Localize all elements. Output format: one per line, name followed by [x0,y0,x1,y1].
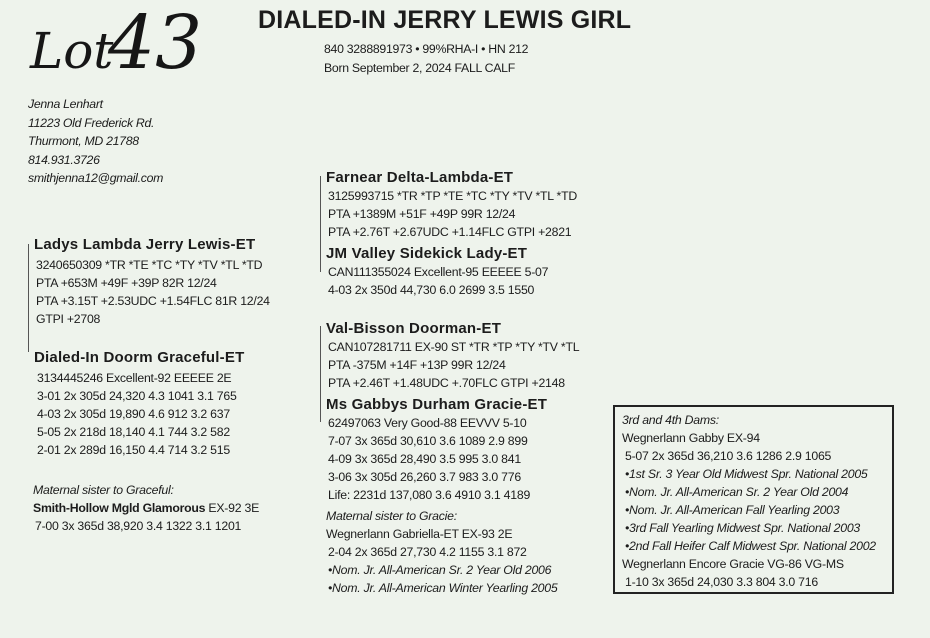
owner-address-2: Thurmont, MD 21788 [28,134,139,148]
third-dam-name: Wegnerlann Gabby EX-94 [622,431,760,445]
dam-record: 4-03 2x 305d 19,890 4.6 912 3.2 637 [37,407,230,421]
maternal-sister-class: EX-92 3E [205,501,260,515]
dam-sire-line: PTA +2.46T +1.48UDC +.70FLC GTPI +2148 [328,376,565,390]
pedigree-bracket-sire [320,176,321,272]
box-heading: 3rd and 4th Dams: [622,413,719,427]
sire-dam-line: CAN111355024 Excellent-95 EEEEE 5-07 [328,265,549,279]
third-fourth-dams-box [613,405,894,594]
owner-name: Jenna Lenhart [28,97,103,111]
sire-sire-line: 3125993715 *TR *TP *TE *TC *TY *TV *TL *TD [328,189,577,203]
dam-line: 3134445246 Excellent-92 EEEEE 2E [37,371,232,385]
dam-dam-lifetime: Life: 2231d 137,080 3.6 4910 3.1 4189 [328,488,531,502]
dam-dam-record: 4-09 3x 365d 28,490 3.5 995 3.0 841 [328,452,521,466]
maternal-sister-record: 7-00 3x 365d 38,920 3.4 1322 3.1 1201 [35,519,242,533]
third-dam-record: 5-07 2x 365d 36,210 3.6 1286 2.9 1065 [625,449,832,463]
honor-item: •2nd Fall Heifer Calf Midwest Spr. National 2002 [625,539,876,553]
maternal-heading: Maternal sister to Gracie: [326,509,457,523]
honor-item: •Nom. Jr. All-American Sr. 2 Year Old 2004 [625,485,849,499]
sire-line: PTA +3.15T +2.53UDC +1.54FLC 81R 12/24 [36,294,270,308]
dam-sire-block [326,320,579,392]
honor-item: •Nom. Jr. All-American Sr. 2 Year Old 2006 [328,563,552,577]
birth-line: Born September 2, 2024 FALL CALF [324,61,515,75]
honor-item: •3rd Fall Yearling Midwest Spr. National 2003 [625,521,861,535]
maternal-sister-graceful [33,481,259,535]
sire-line: GTPI +2708 [36,312,101,326]
pedigree-bracket-left [28,244,29,352]
dam-record: 5-05 2x 218d 18,140 4.1 744 3.2 582 [37,425,230,439]
page-title: DIALED-IN JERRY LEWIS GIRL [258,6,632,34]
dam-sire-name: Val-Bisson Doorman-ET [326,320,502,337]
lot-digits: 43 [108,0,203,86]
honor-item: •Nom. Jr. All-American Fall Yearling 2003 [625,503,840,517]
fourth-dam-name: Wegnerlann Encore Gracie VG-86 VG-MS [622,557,844,571]
dam-dam-record: 3-06 3x 305d 26,260 3.7 983 3.0 776 [328,470,521,484]
dam-block [34,349,244,459]
dam-dam-block [326,396,547,504]
dam-dam-name: Ms Gabbys Durham Gracie-ET [326,396,548,413]
sire-dam-record: 4-03 2x 350d 44,730 6.0 2699 3.5 1550 [328,283,535,297]
dam-dam-record: 7-07 3x 365d 30,610 3.6 1089 2.9 899 [328,434,528,448]
lot-word: Lot [30,22,114,80]
owner-email: smithjenna12@gmail.com [28,171,164,185]
honor-item: •1st Sr. 3 Year Old Midwest Spr. National 2005 [625,467,868,481]
pedigree-bracket-dam [320,326,321,422]
maternal-sister-name: Smith-Hollow Mgld Glamorous [33,501,206,515]
dam-record: 3-01 2x 305d 24,320 4.3 1041 3.1 765 [37,389,237,403]
owner-phone: 814.931.3726 [28,152,100,167]
sire-line: 3240650309 *TR *TE *TC *TY *TV *TL *TD [36,258,263,272]
dam-sire-line: PTA -375M +14F +13P 99R 12/24 [328,358,506,372]
sire-dam-name: JM Valley Sidekick Lady-ET [326,245,528,262]
maternal-sister-gracie [326,507,557,597]
sire-sire-block [326,169,577,241]
maternal-sister-record: 2-04 2x 365d 27,730 4.2 1155 3.1 872 [328,545,527,559]
honor-item: •Nom. Jr. All-American Winter Yearling 2005 [328,581,558,595]
maternal-heading: Maternal sister to Graceful: [33,483,174,497]
sire-sire-line: PTA +1389M +51F +49P 99R 12/24 [328,207,516,221]
owner-address-1: 11223 Old Frederick Rd. [28,115,155,130]
sire-name: Ladys Lambda Jerry Lewis-ET [34,236,256,253]
dam-record: 2-01 2x 289d 16,150 4.4 714 3.2 515 [37,443,230,457]
dam-name: Dialed-In Doorm Graceful-ET [34,349,245,366]
dam-sire-line: CAN107281711 EX-90 ST *TR *TP *TY *TV *TL [328,340,580,354]
sire-sire-line: PTA +2.76T +2.67UDC +1.14FLC GTPI +2821 [328,225,572,239]
sire-dam-block [326,245,548,299]
registration-line: 840 3288891973 • 99%RHA-I • HN 212 [324,42,529,56]
sire-sire-name: Farnear Delta-Lambda-ET [326,169,514,186]
sire-line: PTA +653M +49F +39P 82R 12/24 [36,276,217,290]
sire-block [34,236,270,328]
owner-contact [28,95,163,188]
dam-dam-line: 62497063 Very Good-88 EEVVV 5-10 [328,416,527,430]
fourth-dam-record: 1-10 3x 365d 24,030 3.3 804 3.0 716 [625,575,818,589]
maternal-sister-line: Wegnerlann Gabriella-ET EX-93 2E [326,527,513,541]
